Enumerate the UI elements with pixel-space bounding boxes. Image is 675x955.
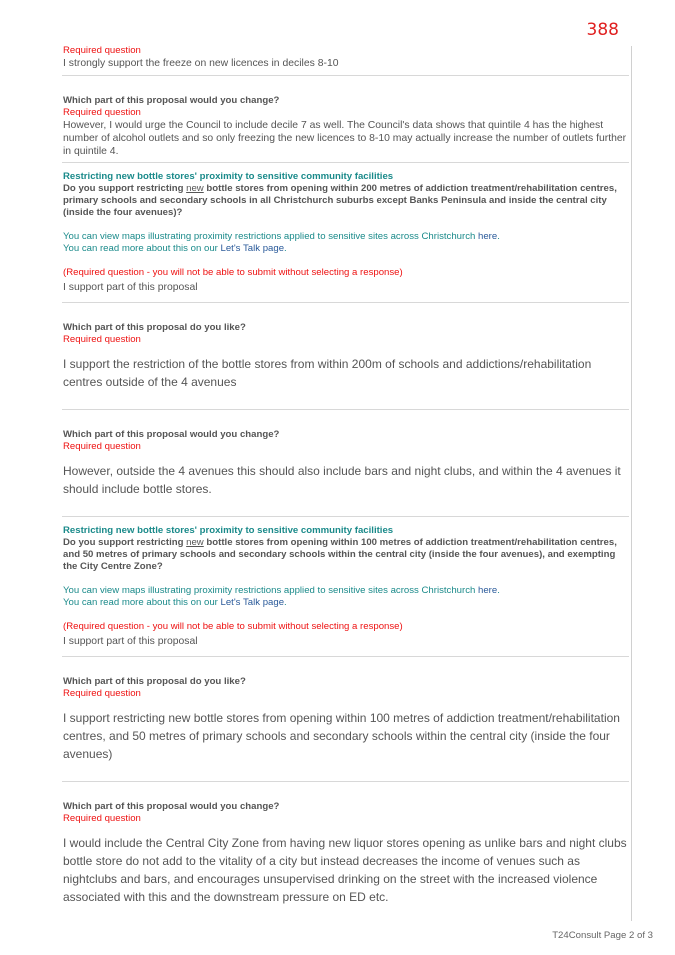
required-label: Required question [63, 334, 141, 345]
lets-talk-link[interactable]: Let's Talk page [220, 597, 285, 608]
section-heading: Restricting new bottle stores' proximity to sensitive community facilities [63, 171, 394, 182]
question-text: Which part of this proposal would you change? [63, 95, 280, 106]
required-label: Required question [63, 107, 141, 118]
lets-talk-link[interactable]: Let's Talk page [220, 243, 285, 254]
answer-text: However, I would urge the Council to include decile 7 as well. The Council's data shows that quintile 4 has the highest number of alcohol outlets and so only freezing the new licences to 8-10 may actually increase the number of outlets further in quintile 4. [63, 120, 627, 157]
maps-info [63, 231, 629, 243]
divider [62, 781, 629, 782]
divider [62, 409, 629, 410]
maps-period: . [497, 585, 500, 596]
question-text: Which part of this proposal would you change? [63, 429, 280, 440]
maps-text: You can view maps illustrating proximity restrictions applied to sensitive sites across Christchurch [63, 231, 479, 242]
answer-text: I support part of this proposal [63, 636, 198, 647]
page-footer: T24Consult Page 2 of 3 [552, 930, 653, 941]
required-response-note: (Required question - you will not be able to submit without selecting a response) [63, 621, 403, 632]
maps-text: You can view maps illustrating proximity restrictions applied to sensitive sites across Christchurch [63, 585, 479, 596]
read-more-period: . [284, 243, 287, 254]
maps-link[interactable]: here [478, 585, 498, 596]
question-prefix: Do you support restricting [63, 183, 187, 194]
question-suffix: bottle stores from opening within 100 metres of addiction treatment/rehabilitation centres, and 50 metres of primary schools and secondary schools within the central city (inside the four avenues), and exempting the City Centre Zone? [63, 537, 617, 572]
maps-period: . [497, 231, 500, 242]
answer-text: I strongly support the freeze on new licences in deciles 8-10 [63, 58, 339, 69]
new-underlined: new [186, 537, 204, 548]
section-question [63, 537, 629, 573]
answer-text: I would include the Central City Zone from having new liquor stores opening as unlike bars and night clubs bottle store do not add to the vitality of a city but instead decreases the income of venues such as nightclubs and bars, and encourages unsupervised drinking on the street with the increased violence associated with this and the downstream pressure on ED etc. [63, 836, 627, 904]
required-label: Required question [63, 813, 141, 824]
required-label: Required question [63, 688, 141, 699]
read-more-text: You can read more about this on our [63, 243, 221, 254]
question-text: Which part of this proposal would you change? [63, 801, 280, 812]
divider [62, 656, 629, 657]
answer-text: I support part of this proposal [63, 282, 198, 293]
divider [62, 75, 629, 76]
divider [62, 302, 629, 303]
required-label: Required question [63, 441, 141, 452]
question-suffix: bottle stores from opening within 200 metres of addiction treatment/rehabilitation centres, primary schools and secondary schools in all Christchurch suburbs except Banks Peninsula and inside the central city (inside the four avenues)? [63, 183, 617, 218]
side-border [631, 46, 632, 921]
read-more-text: You can read more about this on our [63, 597, 221, 608]
page-number: 388 [586, 20, 619, 40]
read-more-info [63, 243, 629, 255]
required-response-note: (Required question - you will not be able to submit without selecting a response) [63, 267, 403, 278]
question-text: Which part of this proposal do you like? [63, 676, 246, 687]
read-more-info [63, 597, 629, 609]
required-label: Required question [63, 45, 141, 56]
maps-link[interactable]: here [478, 231, 498, 242]
document-content [63, 45, 629, 906]
section-heading: Restricting new bottle stores' proximity to sensitive community facilities [63, 525, 394, 536]
new-underlined: new [186, 183, 204, 194]
answer-text: However, outside the 4 avenues this should also include bars and night clubs, and within the 4 avenues it should include bottle stores. [63, 464, 621, 496]
divider [62, 162, 629, 163]
question-prefix: Do you support restricting [63, 537, 187, 548]
divider [62, 516, 629, 517]
answer-text: I support the restriction of the bottle stores from within 200m of schools and addictions/rehabilitation centres outside of the 4 avenues [63, 357, 592, 389]
question-text: Which part of this proposal do you like? [63, 322, 246, 333]
read-more-period: . [284, 597, 287, 608]
maps-info [63, 585, 629, 597]
answer-text: I support restricting new bottle stores from opening within 100 metres of addiction treatment/rehabilitation centres, and 50 metres of primary schools and secondary schools within the central city (inside the four avenues) [63, 711, 620, 761]
section-question [63, 183, 629, 219]
